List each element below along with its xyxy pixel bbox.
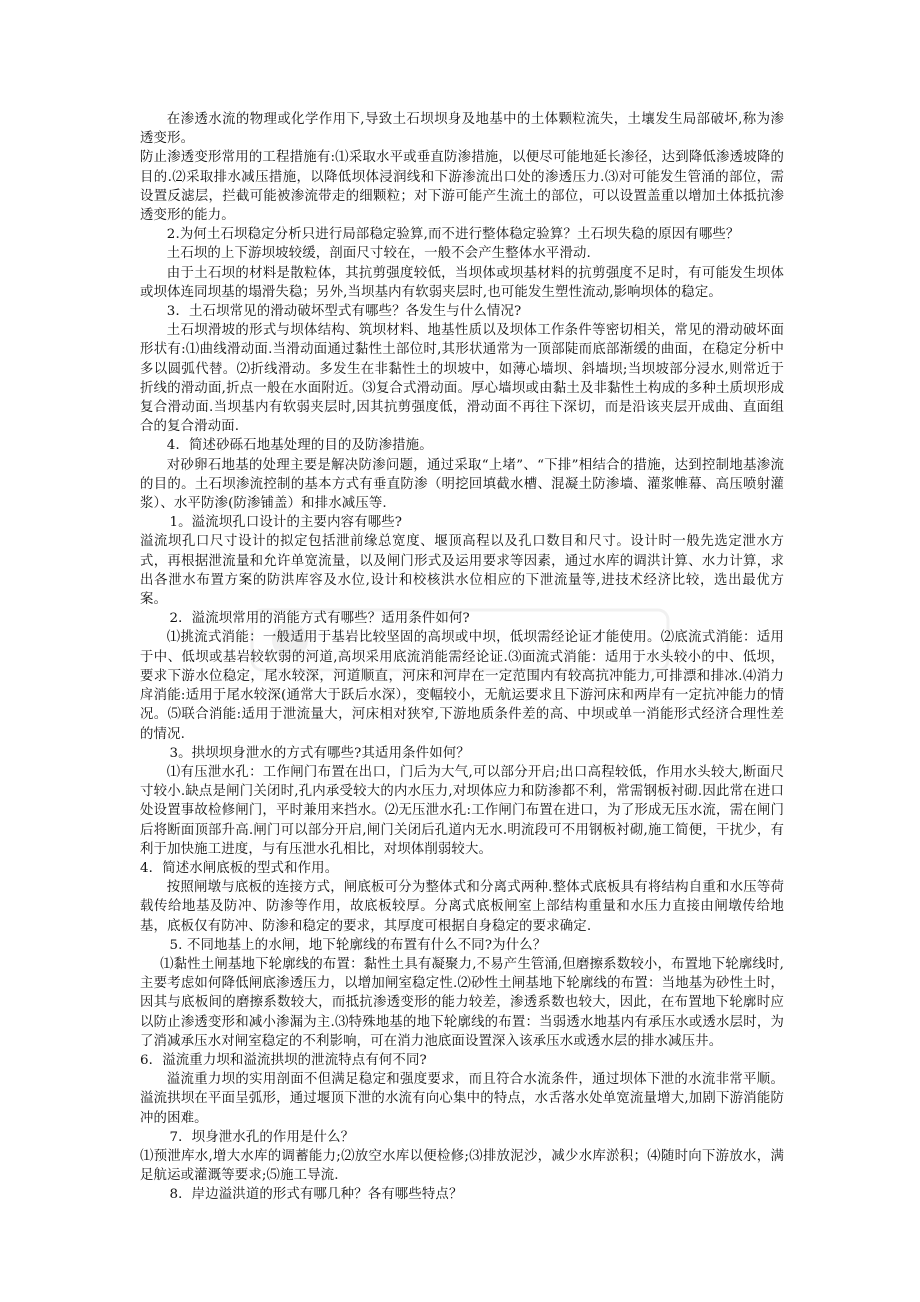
question-heading: 5. 不同地基上的水闸，地下轮廓线的布置有什么不同?为什么？	[169, 937, 547, 953]
paragraph: 溢流坝孔口尺寸设计的拟定包括泄前缘总宽度、堰顶高程以及孔口数目和尺寸。设计时一般先选定泄水方式，再根据泄流量和允许单宽流量，以及闸门形式及运用要求等因素，通过水库的调洪计算、水力计算，求出各泄水布置方案的防洪库容及水位,设计和校核洪水位相应的下泄流量等,进技术经济比较，选出最优方案。	[140, 534, 784, 608]
question-heading: 8．岸边溢洪道的形式有哪几种？各有哪些特点？	[169, 1187, 463, 1203]
question-heading: 4．简述砂砾石地基处理的目的及防渗措施。	[166, 438, 433, 454]
paragraph: ⑴有压泄水孔：工作闸门布置在出口，门后为大气,可以部分开启;出口高程较低，作用水头较大,断面尺寸较小.缺点是闸门关闭时,孔内承受较大的内水压力,对坝体应力和防渗都不利，常需钢板衬砌.因此常在进口处设置事故检修闸门，平时兼用来挡水。⑵无压泄水孔:工作闸门布置在进口，为了形成无压水流，需在闸门后将断面顶部升高.闸门可以部分开启,闸门关闭后孔道内无水.明流段可不用钢板衬砌,施工简便，干扰少，有利于加快施工进度，与有压泄水孔相比，对坝体削弱较大。	[140, 764, 784, 857]
document-body	[140, 110, 784, 1205]
paragraph: 对砂卵石地基的处理主要是解决防渗问题，通过采取“上堵”、“下排”相结合的措施，达到控制地基渗流的目的。土石坝渗流控制的基本方式有垂直防渗（明挖回填截水槽、混凝土防渗墙、灌浆帷幕、高压喷射灌浆）、水平防渗(防渗铺盖）和排水减压等.	[140, 457, 784, 512]
question-heading: 2．溢流坝常用的消能方式有哪些？适用条件如何?	[169, 611, 470, 627]
paragraph: 土石坝滑坡的形式与坝体结构、筑坝材料、地基性质以及坝体工作条件等密切相关，常见的滑动破坏面形状有:⑴曲线滑动面.当滑动面通过黏性土部位时,其形状通常为一顶部陡而底部渐缓的曲面，在稳定分析中多以圆弧代替。⑵折线滑动。多发生在非黏性土的坝坡中，如薄心墙坝、斜墙坝;当坝坡部分浸水,则常近于折线的滑动面,折点一般在水面附近。⑶复合式滑动面。厚心墙坝或由黏土及非黏性土构成的多种土质坝形成复合滑动面.当坝基内有软弱夹层时,因其抗剪强度低，滑动面不再往下深切，而是沿该夹层开成曲、直面组合的复合滑动面.	[140, 323, 784, 435]
paragraph: 防止渗透变形常用的工程措施有:⑴采取水平或垂直防渗措施，以便尽可能地延长渗径，达到降低渗透坡降的目的.⑵采取排水减压措施，以降低坝体浸润线和下游渗流出口处的渗透压力.⑶对可能发生管涌的部位，需设置反滤层，拦截可能被渗流带走的细颗粒；对下游可能产生流土的部位，可以设置盖重以增加土体抵抗渗透变形的能力。	[140, 150, 784, 224]
question-heading: 1。溢流坝孔口设计的主要内容有哪些?	[169, 515, 403, 531]
paragraph: ⑴预泄库水,增大水库的调蓄能力;⑵放空水库以便检修;⑶排放泥沙，减少水库淤积；⑷随时向下游放水，满足航运或灌溉等要求;⑸施工导流.	[140, 1148, 784, 1184]
paragraph: 由于土石坝的材料是散粒体，其抗剪强度较低，当坝体或坝基材料的抗剪强度不足时，有可能发生坝体或坝体连同坝基的塌滑失稳；另外,当坝基内有软弱夹层时,也可能发生塑性流动,影响坝体的稳定。	[140, 265, 784, 300]
question-heading: 3。拱坝坝身泄水的方式有哪些?其适用条件如何？	[169, 745, 470, 761]
paragraph: 在渗透水流的物理或化学作用下,导致土石坝坝身及地基中的土体颗粒流失，土壤发生局部破坏,称为渗透变形。	[140, 112, 784, 147]
paragraph: 溢流重力坝的实用剖面不但满足稳定和强度要求，而且符合水流条件，通过坝体下泄的水流非常平顺。溢流拱坝在平面呈弧形，通过堰顶下泄的水流有向心集中的特点，水舌落水处单宽流量增大,加剧下游消能防冲的困难。	[140, 1072, 784, 1126]
paragraph: 按照闸墩与底板的连接方式，闸底板可分为整体式和分离式两种.整体式底板具有将结构自重和水压等荷载传给地基及防冲、防渗等作用，故底板较厚。分离式底板闸室上部结构重量和水压力直接由闸墩传给地基，底板仅有防冲、防渗和稳定的要求，其厚度可根据自身稳定的要求确定.	[140, 880, 784, 934]
question-heading: 6．溢流重力坝和溢流拱坝的泄流特点有何不同?	[140, 1052, 427, 1068]
paragraph: ⑴黏性土闸基地下轮廓线的布置：黏性土具有凝聚力,不易产生管涌,但磨擦系数较小，布置地下轮廓线时,主要考虑如何降低闸底渗透压力，以增加闸室稳定性.⑵砂性土闸基地下轮廓线的布置：当地基为砂性土时，因其与底板间的磨擦系数较大，而抵抗渗透变形的能力较差，渗透系数也较大，因此，在布置地下轮廓时应以防止渗透变形和减小渗漏为主.⑶特殊地基的地下轮廓线的布置：当弱透水地基内有承压水或透水层时，为了消减承压水对闸室稳定的不利影响，可在消力池底面设置深入该承压水或透水层的排水减压井。	[140, 956, 784, 1049]
paragraph: 土石坝的上下游坝坡较缓，剖面尺寸较在，一般不会产生整体水平滑动.	[166, 246, 591, 262]
question-heading: 7．坝身泄水孔的作用是什么？	[169, 1129, 355, 1145]
paragraph: ⑴挑流式消能：一般适用于基岩比较坚固的高坝或中坝，低坝需经论证才能使用。⑵底流式消能：适用于中、低坝或基岩较软弱的河道,高坝采用底流消能需经论证.⑶面流式消能：适用于水头较小的中、低坝，要求下游水位稳定，尾水较深，河道顺直，河床和河岸在一定范围内有较高抗冲能力,可排漂和排冰.⑷消力戽消能:适用于尾水较深(通常大于跃后水深），变幅较小，无航运要求且下游河床和两岸有一定抗冲能力的情况。⑸联合消能:适用于泄流量大，河床相对狭窄,下游地质条件差的高、中坝或单一消能形式经济合理性差的情况.	[140, 630, 784, 742]
question-heading: 4．简述水闸底板的型式和作用。	[140, 860, 339, 876]
question-heading: 2.为何土石坝稳定分析只进行局部稳定验算,而不进行整体稳定验算？土石坝失稳的原因有哪些？	[166, 227, 740, 243]
question-heading: 3．土石坝常见的滑动破坏型式有哪些？各发生与什么情况?	[166, 304, 522, 320]
